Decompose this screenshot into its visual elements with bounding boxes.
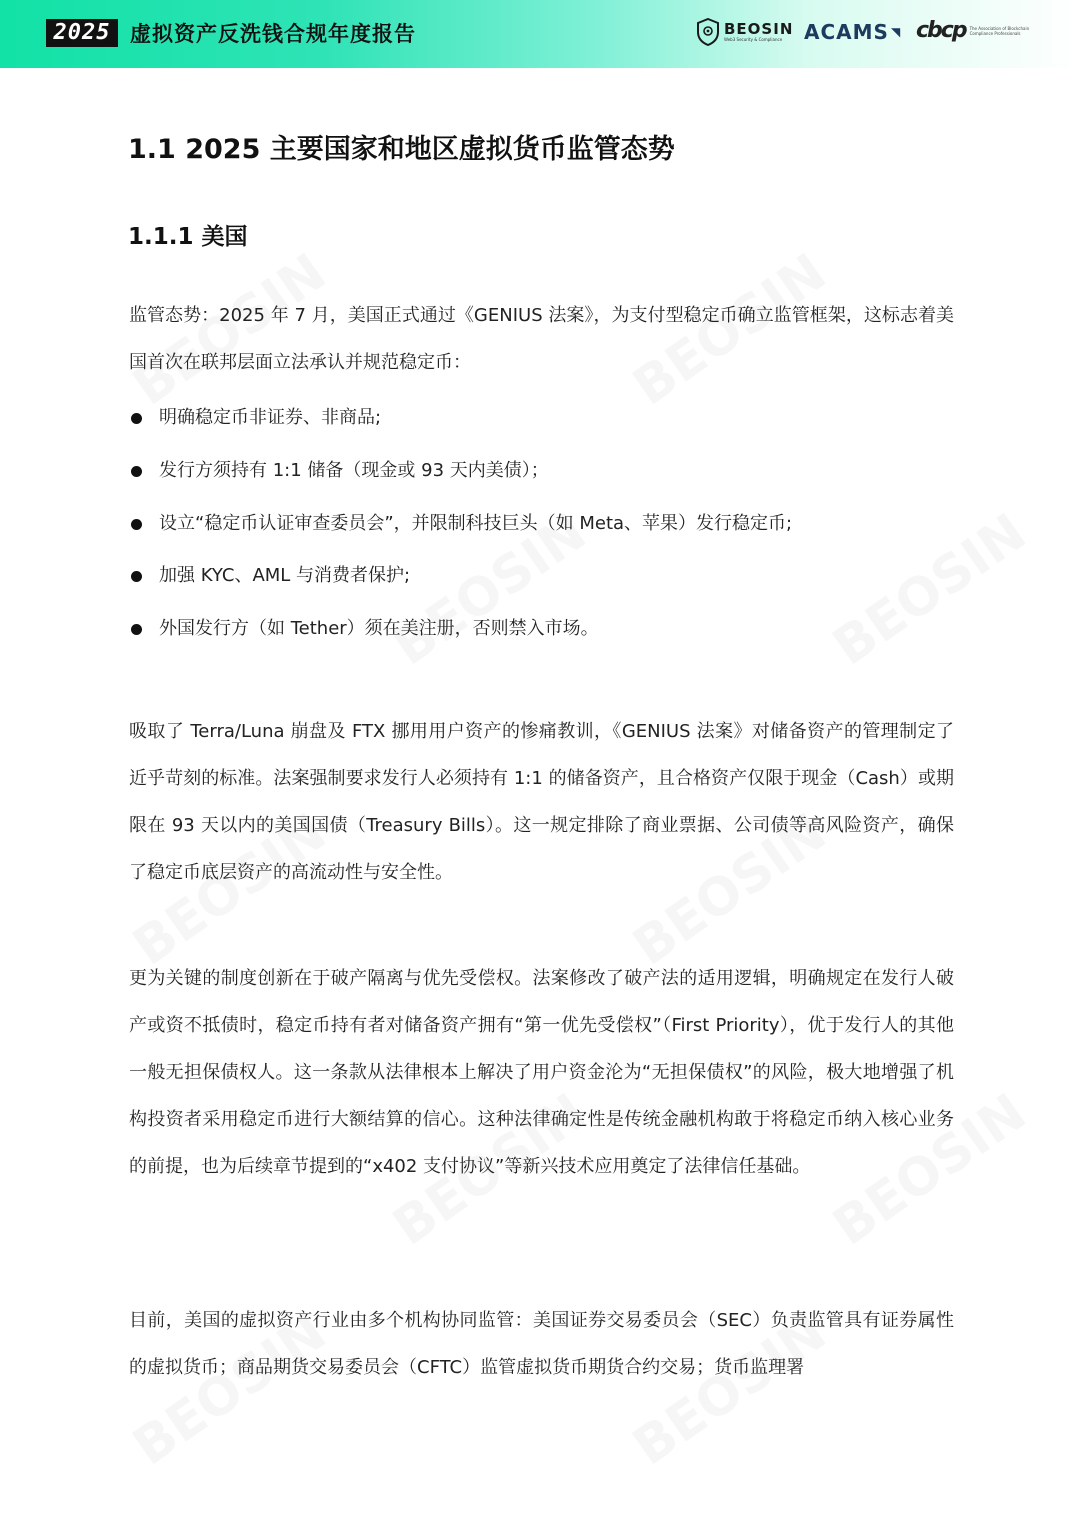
report-year-badge: 2025 — [46, 19, 118, 47]
list-item — [129, 603, 954, 656]
list-item-text: 设立“稳定币认证审查委员会”，并限制科技巨头（如 Meta、苹果）发行稳定币; — [159, 512, 793, 534]
list-item — [129, 550, 954, 603]
acams-logo — [804, 20, 901, 44]
cbcp-logo-subtext: The Association of Blockchain Compliance Professionals — [969, 25, 1030, 36]
list-item — [129, 445, 954, 498]
list-item — [129, 498, 954, 551]
list-item-text: 外国发行方（如 Tether）须在美注册，否则禁入市场。 — [159, 618, 599, 640]
beosin-shield-icon — [696, 18, 720, 46]
beosin-logo — [696, 18, 793, 46]
paragraph-regulators: 目前，美国的虚拟资产行业由多个机构协同监管：美国证券交易委员会（SEC）负责监管具有证券属性的虚拟货币；商品期货交易委员会（CFTC）监管虚拟货币期货合约交易；货币监理署 — [129, 1310, 954, 1378]
paragraph-bankruptcy-priority: 更为关键的制度创新在于破产隔离与优先受偿权。法案修改了破产法的适用逻辑，明确规定在发行人破产或资不抵债时，稳定币持有者对储备资产拥有“第一优先受偿权”（First Priority），优于发行人的其他一般无担保债权人。这一条款从法律根本上解决了用户资金沦为“无担保债权”的风险，极大地增强了机构投资者采用稳定币进行大额结算的信心。这种法律确定性是传统金融机构敢于将稳定币纳入核心业务的前提，也为后续章节提到的“x402 支付协议”等新兴技术应用奠定了法律信任基础。 — [129, 968, 954, 1177]
list-item-text: 发行方须持有 1:1 储备（现金或 93 天内美债）； — [159, 459, 549, 481]
report-header — [0, 0, 1080, 68]
intro-paragraph: 监管态势：2025 年 7 月，美国正式通过《GENIUS 法案》，为支付型稳定币确立监管框架，这标志着美国首次在联邦层面立法承认并规范稳定币： — [129, 305, 954, 373]
subsection-heading: 1.1.1 美国 — [128, 224, 248, 250]
list-item-text: 加强 KYC、AML 与消费者保护; — [159, 565, 411, 587]
cbcp-logo-text: cbcp — [916, 18, 966, 43]
bullet-list — [129, 392, 954, 656]
bullet-icon — [131, 624, 142, 635]
bullet-icon — [131, 466, 142, 477]
bullet-icon — [131, 571, 142, 582]
list-item-text: 明确稳定币非证券、非商品; — [159, 407, 382, 428]
acams-logo-text: ACAMS — [804, 20, 889, 44]
bullet-icon — [131, 413, 142, 424]
beosin-logo-subtext: Web3 Security & Compliance — [724, 37, 783, 42]
section-heading: 1.1 2025 主要国家和地区虚拟货币监管态势 — [128, 134, 675, 165]
paragraph-reserve-assets: 吸取了 Terra/Luna 崩盘及 FTX 挪用用户资产的惨痛教训，《GENIUS 法案》对储备资产的管理制定了近乎苛刻的标准。法案强制要求发行人必须持有 1:1 的储备资产，且合格资产仅限于现金（Cash）或期限在 93 天以内的美国国债（Treasury Bills）。这一规定排除了商业票据、公司债等高风险资产，确保了稳定币底层资产的高流动性与安全性。 — [129, 721, 954, 883]
acams-mark-icon: ◥ — [890, 25, 902, 39]
cbcp-logo — [916, 18, 1054, 43]
list-item — [129, 392, 954, 445]
beosin-logo-text: BEOSIN — [724, 20, 794, 38]
report-title: 虚拟资产反洗钱合规年度报告 — [130, 22, 416, 46]
bullet-icon — [131, 519, 142, 530]
